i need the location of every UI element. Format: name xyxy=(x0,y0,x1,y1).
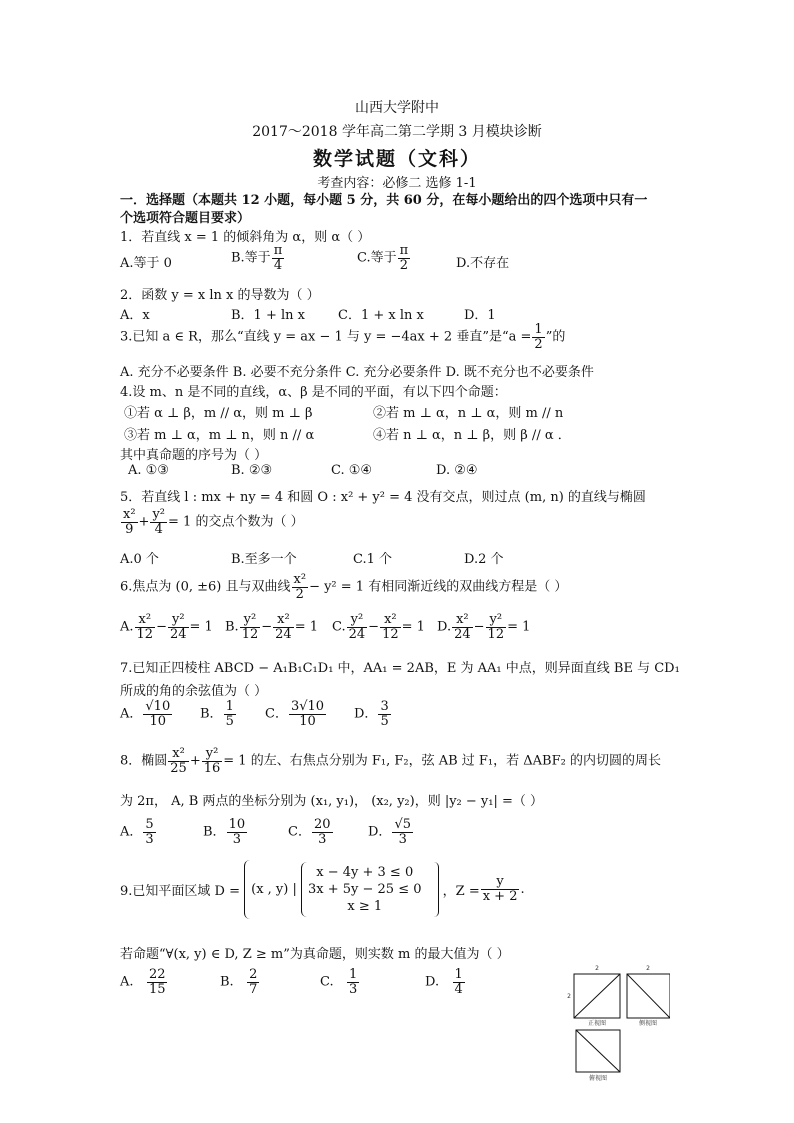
front-view xyxy=(567,965,620,1027)
top-view xyxy=(576,1030,620,1082)
q9-stem-line2: 若命题“∀(x, y) ∈ D, Z ≥ m”为真命题，则实数 m 的最大值为（ ） xyxy=(120,947,510,962)
front-view-left-dimension: 2 xyxy=(567,993,571,1000)
q7-option-b: B． $\frac{1}{5}$ xyxy=(200,699,234,729)
q4-ask: 其中真命题的序号为（ ） xyxy=(120,448,268,463)
q1-stem: 1．若直线 x = 1 的倾斜角为 α，则 α（ ） xyxy=(120,230,371,245)
q4-option-b: B. ②③ xyxy=(231,463,273,478)
q7-option-c: C． $\frac{3√10}{10}$ xyxy=(265,699,325,729)
q5-stem-line1: 5．若直线 l : mx + ny = 4 和圆 O : x² + y² = 4 没有交点，则过点 (m, n) 的直线与椭圆 xyxy=(120,490,646,505)
school-name: 山西大学附中 xyxy=(355,100,439,116)
q4-option-d: D. ②④ xyxy=(436,463,478,478)
q1-option-c: C.等于 $\frac{\pi}{2}$ xyxy=(357,243,409,273)
q9-option-c: C. $\frac{1}{3}$ xyxy=(320,967,358,997)
q8-option-b: B． $\frac{10}{3}$ xyxy=(203,817,246,847)
q7-option-a: A． $\frac{√10}{10}$ xyxy=(120,699,171,729)
q5-option-b: B.至多一个 xyxy=(231,552,297,567)
q4-option-a: A. ①③ xyxy=(128,463,169,478)
side-view xyxy=(627,965,670,1027)
page-title: 数学试题（文科） xyxy=(312,148,481,170)
q7-stem-line1: 7.已知正四棱柱 ABCD − A₁B₁C₁D₁ 中，AA₁ = 2AB，E 为 AA₁ 中点，则异面直线 BE 与 CD₁ xyxy=(120,661,680,676)
q9-set-brace-right xyxy=(434,862,439,917)
q4-proposition-4: ④若 n ⊥ α，n ⊥ β，则 β // α ． xyxy=(373,428,571,443)
q5-option-a: A.0 个 xyxy=(120,552,159,567)
q5-option-d: D.2 个 xyxy=(464,552,504,567)
q8-stem-line1: 8．椭圆 $\frac{\text{x²}}{25}$ + $\frac{\text{y²}}{16}$ = 1 的左、右焦点分别为 F₁, F₂，弦 AB 过 F₁，若 ΔABF₂ 的内切圆的周长 xyxy=(120,746,661,776)
front-view-top-dimension: 2 xyxy=(595,965,599,972)
front-view-label: 正视图 xyxy=(587,1020,607,1027)
q9-constraints: x − 4y + 3 ≤ 0 3x + 5y − 25 ≤ 0 x ≥ 1 xyxy=(301,862,428,917)
q4-proposition-3: ③若 m ⊥ α，m ⊥ n，则 n // α xyxy=(124,428,315,443)
section-heading-line2: 个选项符合题目要求） xyxy=(120,211,251,226)
q9-set-brace: (x , y) | x − 4y + 3 ≤ 0 3x + 5y − 25 ≤ 0 x ≥ 1 xyxy=(244,860,433,919)
q9-option-a: A. $\frac{22}{15}$ xyxy=(120,967,166,997)
q3-options: A. 充分不必要条件 B. 必要不充分条件 C. 充分必要条件 D. 既不充分也不必要条件 xyxy=(120,365,594,380)
q4-option-c: C. ①④ xyxy=(331,463,373,478)
q9-stem: 9.已知平面区域 D = (x , y) | x − 4y + 3 ≤ 0 3x + 5y − 25 ≤ 0 x ≥ 1 ，Z = $\frac{y}{x + 2}$ . xyxy=(120,860,525,919)
q1-option-a: A.等于 0 xyxy=(120,256,172,271)
q9-option-b: B. $\frac{2}{7}$ xyxy=(220,967,258,997)
q9-option-d: D. $\frac{1}{4}$ xyxy=(425,967,463,997)
q7-option-d: D． $\frac{3}{5}$ xyxy=(354,699,389,729)
q2-option-a: A．x xyxy=(120,308,150,323)
q8-option-c: C． $\frac{20}{3}$ xyxy=(288,817,331,847)
q4-stem: 4.设 m、n 是不同的直线，α、β 是不同的平面，有以下四个命题： xyxy=(120,385,507,400)
q8-stem-line2: 为 2π， A, B 两点的坐标分别为 (x₁, y₁)， (x₂, y₂)，则 |y₂ − y₁| =（ ） xyxy=(120,794,544,809)
three-view-drawing xyxy=(560,962,670,1082)
q1-option-d: D.不存在 xyxy=(456,256,510,271)
q6-option-d: D. $\frac{\text{x²}}{24}$ − $\frac{\text{y²}}{12}$ = 1 xyxy=(437,612,531,642)
q7-stem-line2: 所成的角的余弦值为（ ） xyxy=(120,684,268,699)
q8-option-a: A． $\frac{5}{3}$ xyxy=(120,817,154,847)
side-view-label: 侧视图 xyxy=(638,1020,658,1027)
q2-option-b: B．1 + ln x xyxy=(231,308,305,323)
q6-stem: 6.焦点为 (0, ±6) 且与双曲线 $\frac{\text{x²}}{2}$ − y² = 1 有相同渐近线的双曲线方程是（ ） xyxy=(120,572,568,602)
term-line: 2017～2018 学年高二第二学期 3 月模块诊断 xyxy=(252,124,542,140)
section-heading-line1: 一．选择题（本题共 12 小题，每小题 5 分，共 60 分，在每小题给出的四个选项中只有一 xyxy=(120,193,648,208)
q1-option-b: B.等于 $\frac{\pi}{4}$ xyxy=(231,243,283,273)
q5-option-c: C.1 个 xyxy=(353,552,393,567)
q6-option-c: C. $\frac{\text{y²}}{24}$ − $\frac{\text{x²}}{12}$ = 1 xyxy=(332,612,425,642)
q2-stem: 2．函数 y = x ln x 的导数为（ ） xyxy=(120,288,320,303)
side-view-top-dimension: 2 xyxy=(646,965,650,972)
q4-proposition-2: ②若 m ⊥ α，n ⊥ α，则 m // n xyxy=(373,406,564,421)
q2-option-d: D．1 xyxy=(464,308,496,323)
top-view-label: 俯视图 xyxy=(588,1075,608,1082)
q3-stem: 3.已知 a ∈ R，那么“直线 y = ax − 1 与 y = −4ax + 2 垂直”是“a = $\frac{1}{2}$ ”的 xyxy=(120,322,566,352)
exam-scope: 考查内容：必修二 选修 1-1 xyxy=(317,176,477,191)
q2-option-c: C．1 + x ln x xyxy=(338,308,424,323)
q8-option-d: D． $\frac{√5}{3}$ xyxy=(368,817,411,847)
q5-stem-line2: $\frac{\text{x²}}{9}$ + $\frac{\text{y²}}{4}$ = 1 的交点个数为（ ） xyxy=(123,507,304,537)
q4-proposition-1: ①若 α ⊥ β，m // α，则 m ⊥ β xyxy=(124,406,313,421)
q6-option-b: B. $\frac{\text{y²}}{12}$ − $\frac{\text{x²}}{24}$ = 1 xyxy=(225,612,318,642)
q6-option-a: A. $\frac{\text{x²}}{12}$ − $\frac{\text{y²}}{24}$ = 1 xyxy=(120,612,213,642)
